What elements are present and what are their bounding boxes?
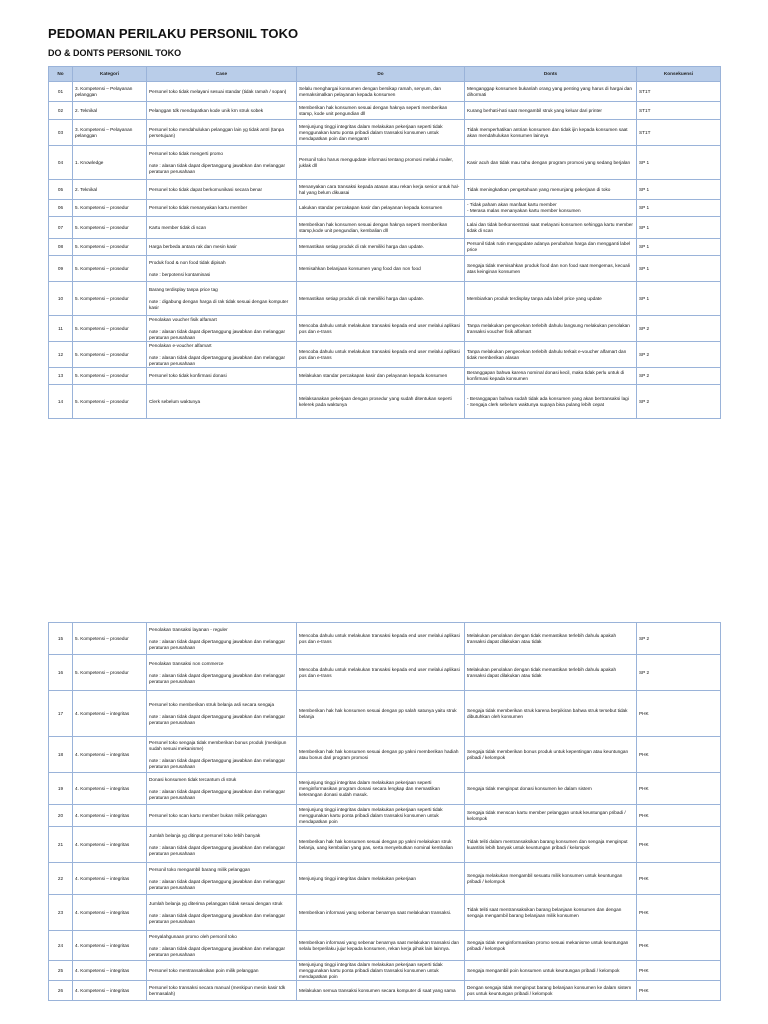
cell-konsekuensi: PHK — [637, 691, 721, 737]
cell-do: Menjunjung tinggi integritas dalam melakukan pekerjaan — [297, 863, 465, 895]
cell-konsekuensi: SP 2 — [637, 342, 721, 368]
cell-case: Personel toko tidak dapat berkomunikasi secara benar — [147, 180, 297, 200]
table-header-row — [49, 67, 721, 82]
cell-konsekuensi: PHK — [637, 863, 721, 895]
cell-case: Produk food & non food tidak dipisah note : berpotensi kontaminasi — [147, 256, 297, 282]
cell-donts: Tidak memperhatikan antrian konsumen dan tidak ijin kepada konsumen saat akan mendahulukan konsumen lainnya — [465, 120, 637, 146]
cell-do: Memberikan hak hak konsumen sesuai dengan pp yakni memberikan hadiah atau bonus dari program promosi — [297, 737, 465, 773]
cell-kategori: 2. Teknikal — [73, 180, 147, 200]
cell-case: Penyalahgunaan promo oleh personil toko note : alasan tidak dapat dipertanggung jawabkan dan melanggar peraturan perusahaan — [147, 931, 297, 961]
cell-kategori: 5. Kompetensi – prosedur — [73, 655, 147, 691]
table-row — [49, 805, 721, 827]
cell-konsekuensi: SP 1 — [637, 180, 721, 200]
cell-do: Lakukan standar percakapan kasir dan pelayanan kepada konsumen — [297, 200, 465, 217]
cell-do: Menjunjung tinggi integritas dalam melakukan pekerjaan seperti tidak menggunakan kartu ponta pribadi dalam transaksi konsumen untuk mendapatkan poin — [297, 961, 465, 981]
cell-kategori: 5. Kompetensi – prosedur — [73, 623, 147, 655]
header-do: Do — [297, 67, 465, 82]
cell-no: 02 — [49, 102, 73, 120]
cell-konsekuensi: SP 2 — [637, 316, 721, 342]
cell-konsekuensi: PHK — [637, 981, 721, 1001]
cell-do: Memberikan hak hak konsumen sesuai dengan pp salah satunya yaitu struk belanja — [297, 691, 465, 737]
cell-no: 20 — [49, 805, 73, 827]
cell-konsekuensi: SP 2 — [637, 655, 721, 691]
cell-donts: Sengaja melakukan mengambil sesuatu milik konsumen untuk keuntungan pribadi / kelompok — [465, 863, 637, 895]
table-row — [49, 282, 721, 316]
cell-donts: Membiarkan produk terdisplay tanpa ada label price yang update — [465, 282, 637, 316]
cell-no: 18 — [49, 737, 73, 773]
cell-no: 11 — [49, 316, 73, 342]
cell-donts: Melakukan penolakan dengan tidak memastikan terlebih dahulu apakah transaksi dapat dilakukan atau tidak — [465, 623, 637, 655]
cell-konsekuensi: SP 2 — [637, 385, 721, 419]
cell-donts: Sengaja tidak memberikan bonus produk untuk kepentingan atau keuntungan pribadi / kelompok — [465, 737, 637, 773]
cell-kategori: 4. Kompetensi – integritas — [73, 691, 147, 737]
table-row — [49, 961, 721, 981]
cell-case: Personel toko tidak konfirmasi donasi — [147, 368, 297, 385]
cell-do: Memastikan setiap produk di rak memiliki harga dan update. — [297, 282, 465, 316]
cell-donts: - Tidak paham akan manfaat kartu member - Merasa malas menanyakan kartu member konsumen — [465, 200, 637, 217]
cell-no: 12 — [49, 342, 73, 368]
cell-do: Melakukan semua transaksi konsumen secara komputer di saat yang sama — [297, 981, 465, 1001]
cell-kategori: 5. Kompetensi – prosedur — [73, 200, 147, 217]
cell-do: Menjunjung tinggi integritas dalam melakukan pekerjaan seperti tidak menggunakan kartu ponta pribadi dalam transaksi konsumen untuk mendapatkan poin dan mengantri — [297, 120, 465, 146]
cell-case: Personel toko mendahulukan pelanggan lain yg tidak antri (tanpa persetujuan) — [147, 120, 297, 146]
cell-donts: Sengaja tidak memberikan struk karena berpikiran bahwa struk tersebut tidak dibutuhkan oleh konsumen — [465, 691, 637, 737]
cell-konsekuensi: SP 1 — [637, 256, 721, 282]
cell-case: Clerk sebelum waktunya — [147, 385, 297, 419]
cell-do: Mencoba dahulu untuk melakukan transaksi kepada end user melalui aplikasi pos dan e-trans — [297, 342, 465, 368]
cell-kategori: 4. Kompetensi – integritas — [73, 805, 147, 827]
cell-no: 21 — [49, 827, 73, 863]
cell-no: 13 — [49, 368, 73, 385]
cell-case: Personel toko tidak mengerti promo note : alasan tidak dapat dipertanggung jawabkan dan melanggar peraturan perusahaan — [147, 146, 297, 180]
cell-no: 23 — [49, 895, 73, 931]
cell-no: 19 — [49, 773, 73, 805]
cell-case: Jumlah belanja yg diterima pelanggan tidak sesuai dengan struk note : alasan tidak dapat dipertanggung jawabkan dan melanggar peraturan perusahaan — [147, 895, 297, 931]
cell-case: Penolakan e-voucher alfamart note : alasan tidak dapat dipertanggung jawabkan dan melanggar peraturan perusahaan — [147, 342, 297, 368]
cell-konsekuensi: SP 1 — [637, 146, 721, 180]
cell-kategori: 4. Kompetensi – integritas — [73, 827, 147, 863]
cell-do: Memberikan informasi yang sebenar benarnya saat melakukan transaksi. — [297, 895, 465, 931]
cell-case: Kartu member tidak di scan — [147, 217, 297, 239]
cell-konsekuensi: ST1T — [637, 102, 721, 120]
cell-donts: Tidak teliti dalam mentransaksikan barang konsumen dan sengaja menginput kuantitis lebih banyak untuk keuntungan pribadi / kelompok — [465, 827, 637, 863]
cell-donts: Kasir acuh dan tidak mau tahu dengan program promosi yang sedang berjalan — [465, 146, 637, 180]
cell-no: 07 — [49, 217, 73, 239]
cell-kategori: 4. Kompetensi – integritas — [73, 895, 147, 931]
cell-konsekuensi: PHK — [637, 827, 721, 863]
table-row — [49, 120, 721, 146]
cell-kategori: 5. Kompetensi – prosedur — [73, 342, 147, 368]
cell-konsekuensi: SP 1 — [637, 217, 721, 239]
table-row — [49, 931, 721, 961]
cell-donts: Sengaja mengambil poin konsumen untuk keuntungan pribadi / kelompok — [465, 961, 637, 981]
cell-do: Menjunjung tinggi integritas dalam melakukan pekerjaan seperti menginformasikan program donasi secara lengkap dan memastikan keterangan donasi sudah masuk. — [297, 773, 465, 805]
table-row — [49, 180, 721, 200]
cell-case: Penolakan transaksi layanan - reguler note : alasan tidak dapat dipertanggung jawabkan dan melanggar peraturan perusahaan — [147, 623, 297, 655]
cell-case: Personel toko sengaja tidak memberikan bonus produk (meskipun sudah sesuai mekanisme) note : alasan tidak dapat dipertanggung jawabkan dan melanggar peraturan perusahaan — [147, 737, 297, 773]
cell-konsekuensi: PHK — [637, 737, 721, 773]
cell-do: Menjunjung tinggi integritas dalam melakukan pekerjaan seperti tidak menggunakan kartu ponta pribadi dalam transaksi konsumen untuk mendapatkan poin — [297, 805, 465, 827]
cell-do: Mencoba dahulu untuk melakukan transaksi kepada end user melalui aplikasi pos dan e-trans — [297, 623, 465, 655]
cell-konsekuensi: SP 1 — [637, 200, 721, 217]
cell-kategori: 5. Kompetensi – prosedur — [73, 256, 147, 282]
cell-no: 09 — [49, 256, 73, 282]
cell-konsekuensi: SP 1 — [637, 282, 721, 316]
cell-no: 14 — [49, 385, 73, 419]
cell-kategori: 3. Kompetensi – Pelayanan pelanggan — [73, 120, 147, 146]
table-row — [49, 239, 721, 256]
cell-donts: Beranggapan bahwa karena nominal donasi kecil, maka tidak perlu untuk di konfirmasi kepada konsumen — [465, 368, 637, 385]
cell-konsekuensi: PHK — [637, 805, 721, 827]
cell-do: Memberikan hak konsumen sesuai dengan haknya seperti memberikan stamp, kode unit pengundian dll — [297, 102, 465, 120]
cell-kategori: 4. Kompetensi – integritas — [73, 863, 147, 895]
cell-kategori: 5. Kompetensi – prosedur — [73, 316, 147, 342]
cell-donts: Sengaja tidak menscan kartu member pelanggan untuk keuntungan pribadi / kelompok — [465, 805, 637, 827]
header-konsekuensi: Konsekuensi — [637, 67, 721, 82]
cell-konsekuensi: PHK — [637, 773, 721, 805]
cell-no: 01 — [49, 82, 73, 102]
cell-konsekuensi: ST1T — [637, 82, 721, 102]
table-row — [49, 655, 721, 691]
cell-kategori: 5. Kompetensi – prosedur — [73, 239, 147, 256]
cell-case: Penolakan transaksi non commerce note : alasan tidak dapat dipertanggung jawabkan dan melanggar peraturan perusahaan — [147, 655, 297, 691]
cell-case: Personel toko mentransaksikan poin milik pelanggan — [147, 961, 297, 981]
cell-konsekuensi: SP 1 — [637, 239, 721, 256]
cell-do: Memberikan hak konsumen sesuai dengan haknya seperti memberikan stamp,kode unit pengundian, kembalian dll — [297, 217, 465, 239]
table-row — [49, 102, 721, 120]
header-case: Case — [147, 67, 297, 82]
cell-donts: Tidak teliti saat mentransaksikan barang belanjaan konsumen dan dengan sengaja mengambil barang belanjaan milik konsumen — [465, 895, 637, 931]
cell-case: Personil toko mengambil barang milik pelanggan note : alasan tidak dapat dipertanggung jawabkan dan melanggar peraturan perusahaan — [147, 863, 297, 895]
table-row — [49, 981, 721, 1001]
cell-donts: - Beranggapan bahwa sudah tidak ada konsumen yang akan bertransaksi lagi - Sengaja clerk sebelum waktunya supaya bisa pulang lebih cepat — [465, 385, 637, 419]
cell-case: Personel toko scan kartu member bukan milik pelanggan — [147, 805, 297, 827]
cell-donts: Sengaja tidak menginput donasi konsumen ke dalam sistem — [465, 773, 637, 805]
cell-do: Mencoba dahulu untuk melakukan transaksi kepada end user melalui aplikasi pos dan e-trans — [297, 655, 465, 691]
cell-kategori: 4. Kompetensi – integritas — [73, 931, 147, 961]
cell-donts: Personil tidak rutin mengupdate adanya perubahan harga dan mengganti label price — [465, 239, 637, 256]
cell-donts: Menganggap konsumen bukanlah orang yang penting yang harus di hargai dan dihormati — [465, 82, 637, 102]
cell-case: Harga berbeda antara rak dan mesin kasir — [147, 239, 297, 256]
cell-konsekuensi: PHK — [637, 895, 721, 931]
cell-no: 16 — [49, 655, 73, 691]
cell-case: Pelanggan tdk mendapatkan kode unik krn struk sobek — [147, 102, 297, 120]
cell-no: 08 — [49, 239, 73, 256]
table-row — [49, 827, 721, 863]
cell-do: Melakukan standar percakapan kasir dan pelayanan kepada konsumen — [297, 368, 465, 385]
header-kategori: Kategori — [73, 67, 147, 82]
cell-konsekuensi: PHK — [637, 931, 721, 961]
cell-donts: Lalai dan tidak berkonsentrasi saat melayani konsumen sehingga kartu member tidak di scan — [465, 217, 637, 239]
cell-konsekuensi: SP 2 — [637, 368, 721, 385]
cell-no: 24 — [49, 931, 73, 961]
cell-do: Memberikan hak hak konsumen sesuai dengan pp yakni melakukan struk belanja, uang kembalian yang pas, serta menyebutkan nominal kembalian — [297, 827, 465, 863]
cell-no: 10 — [49, 282, 73, 316]
cell-no: 26 — [49, 981, 73, 1001]
table-row — [49, 863, 721, 895]
table-row — [49, 217, 721, 239]
cell-donts: Melakukan penolakan dengan tidak memastikan terlebih dahulu apakah transaksi dapat dilakukan atau tidak — [465, 655, 637, 691]
cell-kategori: 4. Kompetensi – integritas — [73, 737, 147, 773]
table-row — [49, 200, 721, 217]
cell-konsekuensi: SP 2 — [637, 623, 721, 655]
cell-donts: Tanpa melakukan pengecekan terlebih dahulu terkait e-voucher alfamart dan tidak memberikan alasan — [465, 342, 637, 368]
cell-kategori: 5. Kompetensi – prosedur — [73, 282, 147, 316]
cell-kategori: 5. Kompetensi – prosedur — [73, 385, 147, 419]
cell-case: Personel toko tidak melayani sesuai standar (tidak ramah / sopan) — [147, 82, 297, 102]
cell-case: Personel toko memberikan struk belanja asli secara sengaja note : alasan tidak dapat dipertanggung jawabkan dan melanggar peraturan perusahaan — [147, 691, 297, 737]
cell-do: Memberikan informasi yang sebenar benarnya saat melakukan transaksi dan selalu berperilaku jujur kepada konsumen, rekan kerja pihak lain lainnya. — [297, 931, 465, 961]
table-row — [49, 256, 721, 282]
cell-case: Personel toko transaksi secara manual (meskipun mesin kasir tdk bermasalah) — [147, 981, 297, 1001]
table-row — [49, 623, 721, 655]
cell-kategori: 3. Kompetensi – Pelayanan pelanggan — [73, 82, 147, 102]
cell-donts: Tanpa melakukan pengecekan terlebih dahulu langsung melakukan penolakan transaksi voucher fisik alfamart — [465, 316, 637, 342]
guideline-table-part2 — [48, 622, 721, 1001]
cell-no: 03 — [49, 120, 73, 146]
header-donts: Donts — [465, 67, 637, 82]
cell-case: Donasi konsumen tidak tercantum di struk note : alasan tidak dapat dipertanggung jawabkan dan melanggar peraturan perusahaan — [147, 773, 297, 805]
cell-kategori: 5. Kompetensi – prosedur — [73, 368, 147, 385]
table-row — [49, 773, 721, 805]
cell-no: 04 — [49, 146, 73, 180]
table-row — [49, 368, 721, 385]
table-row — [49, 691, 721, 737]
cell-kategori: 4. Kompetensi – integritas — [73, 773, 147, 805]
cell-donts: Tidak meningkatkan pengetahuan yang menunjang pekerjaan di toko — [465, 180, 637, 200]
cell-do: Melaksanakan pekerjaan dengan prosedur yang sudah ditentukan seperti kelerek pada waktunya — [297, 385, 465, 419]
cell-no: 15 — [49, 623, 73, 655]
cell-do: Memastikan setiap produk di rak memiliki harga dan update. — [297, 239, 465, 256]
document-subtitle: DO & DONTS PERSONIL TOKO — [48, 48, 182, 58]
cell-konsekuensi: PHK — [637, 961, 721, 981]
document-title: PEDOMAN PERILAKU PERSONIL TOKO — [48, 26, 299, 41]
cell-case: Penolakan voucher fisik alfamart note : alasan tidak dapat dipertanggung jawabkan dan melanggar peraturan perusahaan — [147, 316, 297, 342]
cell-no: 05 — [49, 180, 73, 200]
cell-case: Jumlah belanja yg ditinput personel toko lebih banyak note : alasan tidak dapat dipertanggung jawabkan dan melanggar peraturan perusahaan — [147, 827, 297, 863]
cell-kategori: 4. Kompetensi – integritas — [73, 981, 147, 1001]
cell-kategori: 1. Knowledge — [73, 146, 147, 180]
cell-donts: Kurang berhati-hati saat mengambil struk yang keluar dari printer — [465, 102, 637, 120]
table-row — [49, 737, 721, 773]
cell-do: Personil toko harus mengupdate informasi tentang promosi melalui mailer, juklak dll — [297, 146, 465, 180]
table-row — [49, 82, 721, 102]
cell-no: 22 — [49, 863, 73, 895]
cell-donts: Dengan sengaja tidak menginput barang belanjaan konsumen ke dalam sistem pos untuk keuntungan pribadi / kelompok — [465, 981, 637, 1001]
cell-do: Mencoba dahulu untuk melakukan transaksi kepada end user melalui aplikasi pos dan e-trans — [297, 316, 465, 342]
cell-case: Barang terdisplay tanpa price tag note : digabung dengan harga di rak tidak sesuai dengan komputer kasir — [147, 282, 297, 316]
table-row — [49, 316, 721, 342]
cell-do: Selalu menghargai konsumen dengan bersikap ramah, senyum, dan memaksimalkan pelayanan kepada konsumen — [297, 82, 465, 102]
cell-donts: Sengaja tidak memisahkan produk food dan non food saat mengemas, kecuali atas keinginan konsumen — [465, 256, 637, 282]
cell-case: Personel toko tidak menanyakan kartu member — [147, 200, 297, 217]
cell-kategori: 2. Teknikal — [73, 102, 147, 120]
table-row — [49, 342, 721, 368]
cell-no: 06 — [49, 200, 73, 217]
cell-do: Memisahkan belanjaan konsumen yang food dan non food — [297, 256, 465, 282]
cell-no: 17 — [49, 691, 73, 737]
cell-kategori: 4. Kompetensi – integritas — [73, 961, 147, 981]
table-row — [49, 146, 721, 180]
header-no: No — [49, 67, 73, 82]
cell-do: Menanyakan cara transaksi kepada atasan atau rekan kerja senior untuk hal-hal yang belum dikuasai — [297, 180, 465, 200]
cell-kategori: 5. Kompetensi – prosedur — [73, 217, 147, 239]
table-row — [49, 385, 721, 419]
cell-konsekuensi: ST1T — [637, 120, 721, 146]
cell-no: 25 — [49, 961, 73, 981]
guideline-table-part1 — [48, 66, 721, 419]
table-row — [49, 895, 721, 931]
cell-donts: Sengaja tidak menginformasikan promo sesuai mekanisme untuk keuntungan pribadi / kelompok — [465, 931, 637, 961]
